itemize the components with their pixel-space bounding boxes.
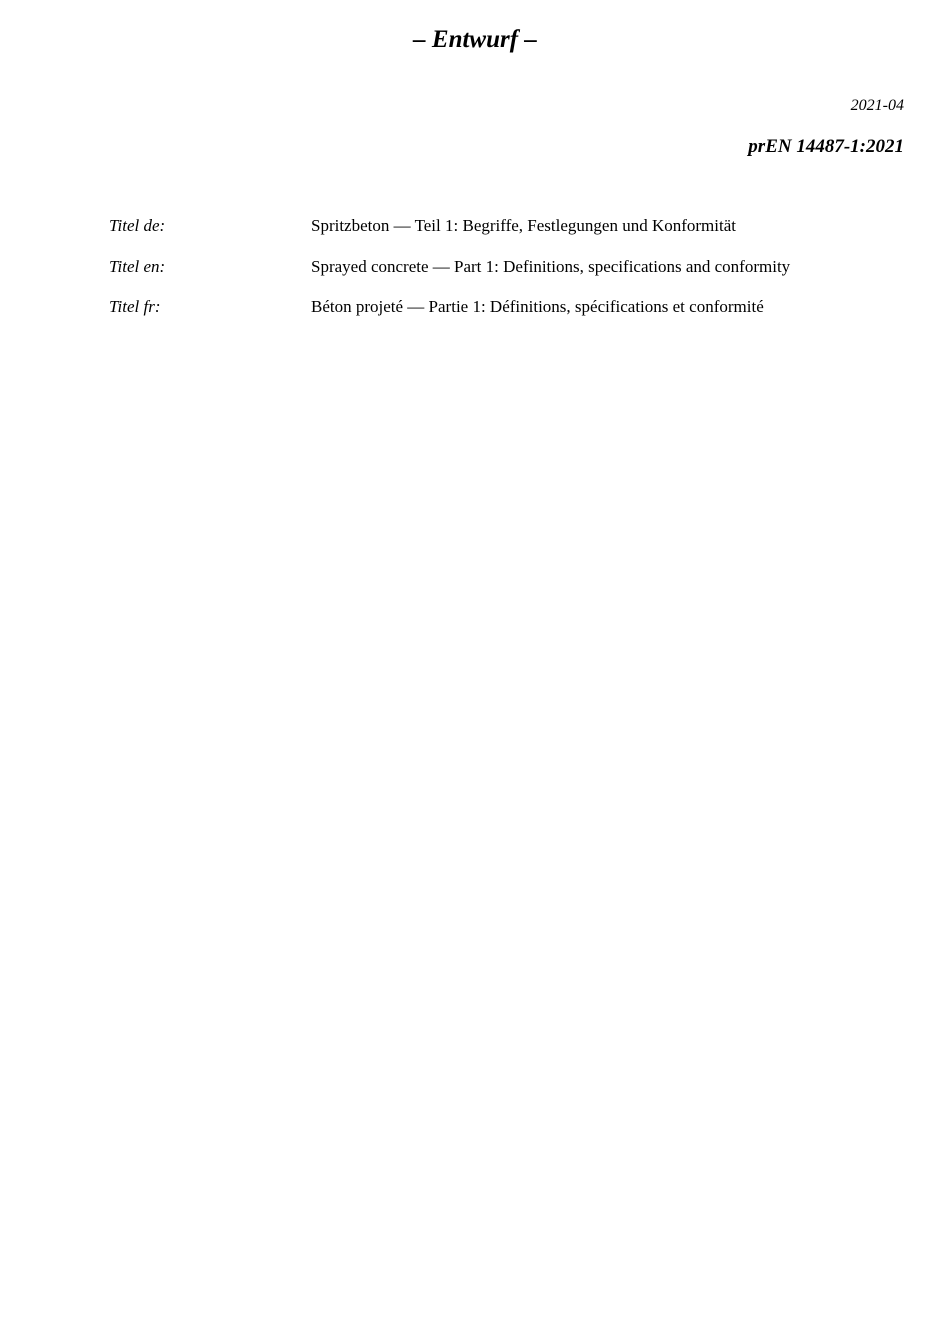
document-date: 2021-04 [850, 97, 904, 114]
title-label-en: Titel en: [109, 256, 166, 276]
title-row-de [109, 214, 909, 255]
title-row-fr [109, 295, 909, 336]
draft-heading: – Entwurf – [413, 26, 537, 53]
title-label-de: Titel de: [109, 216, 166, 235]
document-number: prEN 14487-1:2021 [748, 136, 904, 157]
title-label-fr: Titel fr: [109, 297, 161, 316]
title-list [109, 214, 909, 336]
title-value-en: Sprayed concrete — Part 1: Definitions, specifications and conformity [311, 256, 791, 276]
title-row-en [109, 255, 909, 296]
title-value-fr: Béton projeté — Partie 1: Définitions, spécifications et conformité [311, 297, 764, 316]
title-value-de: Spritzbeton — Teil 1: Begriffe, Festlegungen und Konformität [311, 216, 736, 235]
